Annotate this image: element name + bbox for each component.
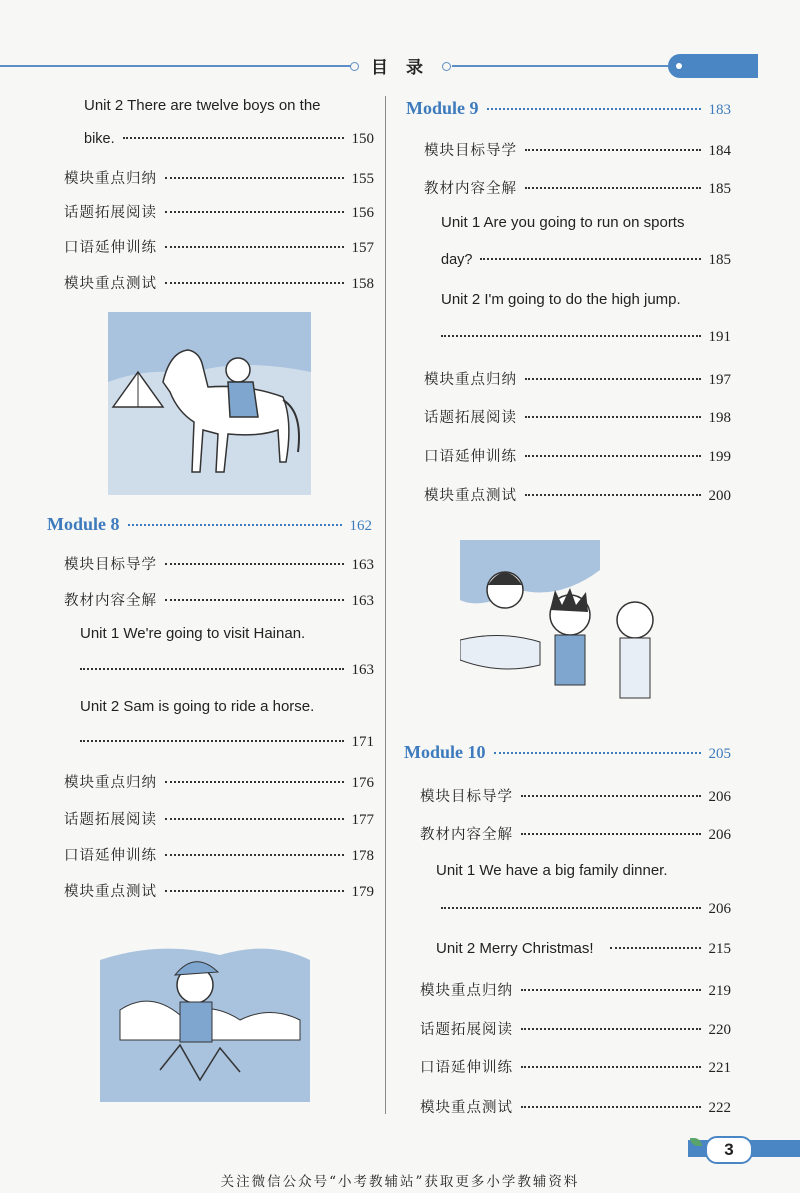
toc-entry[interactable]: 模块目标导学 163	[64, 557, 374, 573]
toc-entry[interactable]: 模块重点测试 179	[64, 884, 374, 900]
footer-note: 关注微信公众号“小考教辅站”获取更多小学教辅资料	[220, 1174, 580, 1190]
toc-unit-m8-u1-page[interactable]: 163	[80, 662, 374, 679]
header-rule-left	[0, 65, 355, 67]
toc-entry[interactable]: 教材内容全解 185	[424, 181, 731, 197]
toc-module-9[interactable]: Module 9 183	[406, 98, 731, 118]
header-rule-right	[452, 65, 670, 67]
toc-entry[interactable]: 话题拓展阅读 198	[424, 410, 731, 426]
toc-entry[interactable]: 模块重点测试 200	[424, 488, 731, 504]
page-title: 目 录	[371, 58, 429, 78]
horse-rider-illustration	[108, 312, 311, 495]
toc-entry[interactable]: 模块重点归纳 176	[64, 775, 374, 791]
splash-boy-illustration	[100, 920, 310, 1102]
toc-unit-m8-u1[interactable]: Unit 1 We're going to visit Hainan.	[80, 625, 306, 642]
toc-entry[interactable]: 模块重点归纳 155	[64, 171, 374, 187]
toc-entry[interactable]: 口语延伸训练 221	[420, 1060, 731, 1076]
toc-unit-m7-u2-line1[interactable]: Unit 2 There are twelve boys on the	[84, 97, 321, 114]
toc-entry[interactable]: 模块重点归纳 219	[420, 983, 731, 999]
boys-illustration	[460, 530, 667, 715]
toc-entry[interactable]: 话题拓展阅读 220	[420, 1022, 731, 1038]
header-tab	[668, 54, 758, 78]
column-divider	[385, 96, 386, 1114]
toc-entry[interactable]: 口语延伸训练 199	[424, 449, 731, 465]
header-ornament-right	[442, 62, 451, 71]
toc-module-10[interactable]: Module 10 205	[404, 742, 731, 762]
toc-entry[interactable]: 模块重点归纳 197	[424, 372, 731, 388]
toc-unit-m9-u2[interactable]: Unit 2 I'm going to do the high jump.	[441, 291, 681, 308]
toc-entry[interactable]: 模块重点测试 222	[420, 1100, 731, 1116]
toc-unit-m7-u2[interactable]	[84, 131, 374, 148]
toc-unit-label: bike.	[84, 131, 115, 147]
toc-unit-m10-u1[interactable]: Unit 1 We have a big family dinner.	[436, 862, 668, 879]
toc-entry[interactable]: 口语延伸训练 178	[64, 848, 374, 864]
toc-entry[interactable]: 模块重点测试 158	[64, 276, 374, 292]
toc-entry[interactable]: 教材内容全解 163	[64, 593, 374, 609]
toc-entry[interactable]: 教材内容全解 206	[420, 827, 731, 843]
toc-entry[interactable]: 话题拓展阅读 156	[64, 205, 374, 221]
toc-unit-m8-u2-page[interactable]: 171	[80, 734, 374, 751]
header-ornament-left	[350, 62, 359, 71]
toc-unit-m9-u1[interactable]: day? 185	[441, 252, 731, 268]
toc-unit-m9-u2-page[interactable]: 191	[441, 329, 731, 346]
toc-entry[interactable]: 口语延伸训练 157	[64, 240, 374, 256]
toc-unit-m10-u2[interactable]: Unit 2 Merry Christmas! 215	[436, 940, 731, 957]
toc-page-number: 150	[351, 131, 374, 147]
toc-entry[interactable]: 模块目标导学 184	[424, 143, 731, 159]
toc-unit-m8-u2[interactable]: Unit 2 Sam is going to ride a horse.	[80, 698, 315, 715]
toc-module-8[interactable]: Module 8 162	[47, 514, 372, 534]
toc-unit-m9-u1-line1[interactable]: Unit 1 Are you going to run on sports	[441, 214, 685, 231]
page-number-badge: 3	[705, 1136, 753, 1164]
toc-unit-m10-u1-page[interactable]: 206	[441, 901, 731, 918]
toc-entry[interactable]: 模块目标导学 206	[420, 789, 731, 805]
toc-entry[interactable]: 话题拓展阅读 177	[64, 812, 374, 828]
